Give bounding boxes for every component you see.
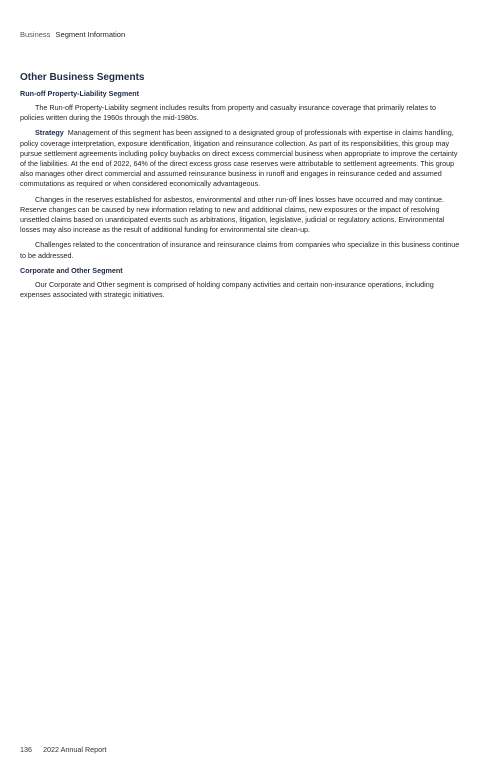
strategy-paragraph	[20, 128, 460, 189]
header-section: Business	[20, 30, 51, 39]
runoff-heading: Run-off Property-Liability Segment	[20, 89, 139, 98]
runoff-paragraph-3: Changes in the reserves established for asbestos, environmental and other run-off lines losses have occurred and may continue. Reserve changes can be caused by new information relating to new and additional claims, new exposures or the impact of resolving unsettled claims based on unanticipated events such as arbitrations, litigation, legislative, judicial or regulatory actions. Environmental losses may also increase as the result of additional funding for environmental site clean-up.	[20, 194, 445, 235]
report-title: 2022 Annual Report	[43, 745, 107, 754]
corporate-paragraph-1: Our Corporate and Other segment is comprised of holding company activities and certain non-insurance operations, including expenses associated with strategic initiatives.	[20, 279, 434, 300]
strategy-lead: Strategy	[35, 128, 64, 138]
page-header	[20, 30, 125, 39]
header-subsection: Segment Information	[55, 30, 126, 39]
corporate-heading: Corporate and Other Segment	[20, 265, 123, 275]
runoff-paragraph-4: Challenges related to the concentration of insurance and reinsurance claims from companies who specialize in this business continue to be addressed.	[20, 240, 460, 260]
runoff-paragraph-1: The Run-off Property-Liability segment includes results from property and casualty insurance coverage that primarily relates to policies written during the 1960s through the mid-1980s.	[20, 103, 436, 123]
main-content	[20, 72, 460, 305]
section-title: Other Business Segments	[20, 72, 145, 83]
strategy-text: Management of this segment has been assigned to a designated group of professionals with expertise in claims handling, policy coverage interpretation, exposure identification, litigation and reinsurance collection. As part of its responsibilities, this group may pursue settlement agreements including policy buybacks on direct excess commercial business when appropriate to improve the certainty of the liabilities. At the end of 2022, 64% of the direct excess gross case reserves were attributable to settlement agreements. This group also manages other direct commercial and assumed reinsurance business in runoff and engages in reinsurance ceded and assumed commutations as required or when considered economically advantageous.	[20, 128, 458, 189]
page-number: 136	[20, 745, 32, 754]
page-footer	[20, 745, 107, 754]
